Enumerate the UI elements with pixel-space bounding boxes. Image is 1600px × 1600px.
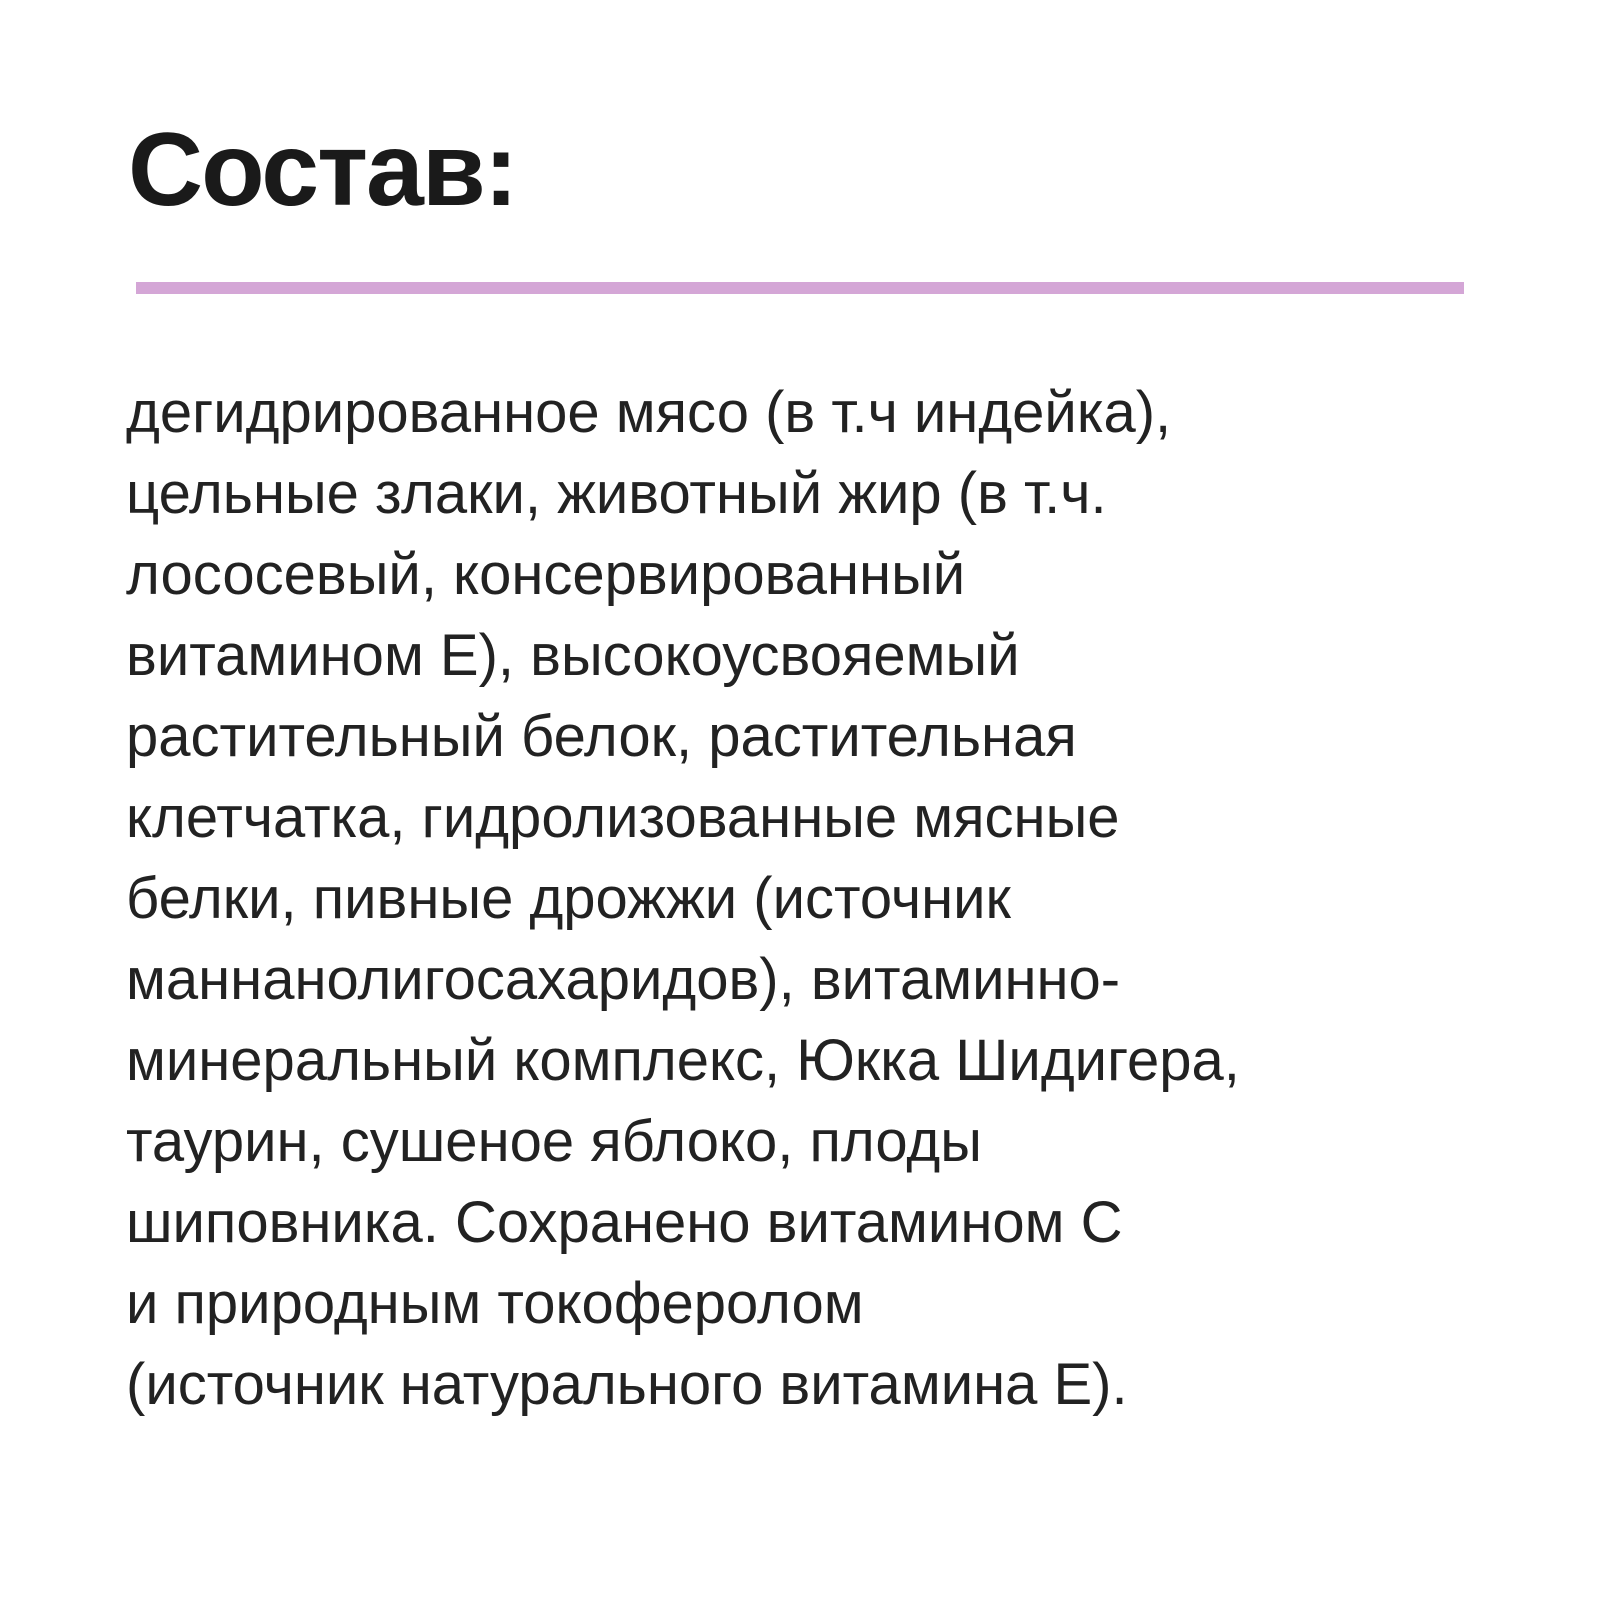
ingredients-line: дегидрированное мясо (в т.ч индейка), bbox=[126, 380, 1172, 445]
title-divider bbox=[136, 282, 1464, 294]
ingredients-line: маннанолигосахаридов), витаминно- bbox=[126, 947, 1121, 1012]
ingredients-line: клетчатка, гидролизованные мясные bbox=[126, 785, 1120, 850]
ingredients-text bbox=[126, 372, 1240, 1425]
ingredients-line: цельные злаки, животный жир (в т.ч. bbox=[126, 461, 1107, 526]
ingredients-line: шиповника. Сохранено витамином С bbox=[126, 1190, 1123, 1255]
section-title: Состав: bbox=[128, 112, 517, 228]
ingredients-line: витамином Е), высокоусвояемый bbox=[126, 623, 1020, 688]
ingredients-line: минеральный комплекс, Юкка Шидигера, bbox=[126, 1028, 1240, 1093]
ingredients-line: белки, пивные дрожжи (источник bbox=[126, 866, 1011, 931]
ingredients-line: (источник натурального витамина Е). bbox=[126, 1352, 1128, 1417]
ingredients-line: лососевый, консервированный bbox=[126, 542, 966, 607]
ingredients-line: растительный белок, растительная bbox=[126, 704, 1077, 769]
ingredients-line: таурин, сушеное яблоко, плоды bbox=[126, 1109, 982, 1174]
ingredients-line: и природным токоферолом bbox=[126, 1271, 864, 1336]
